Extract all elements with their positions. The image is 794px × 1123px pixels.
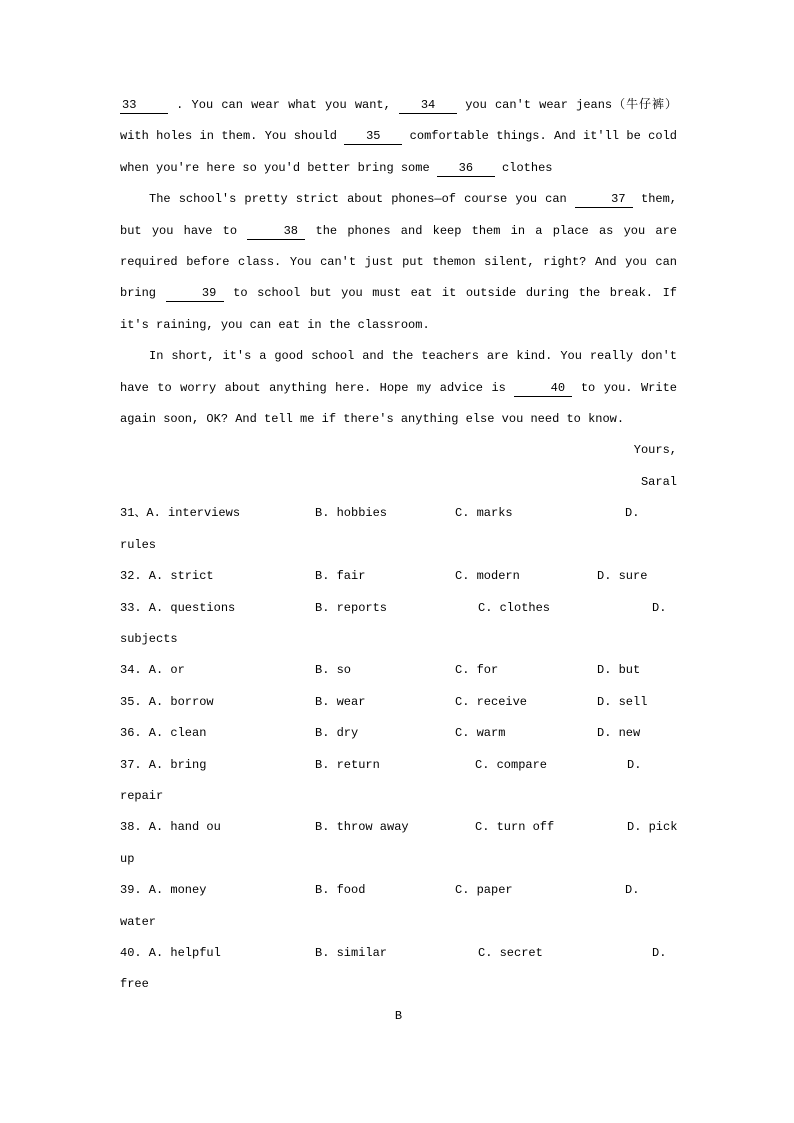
option-cell: B. reports xyxy=(315,600,388,615)
option-cell: C. receive xyxy=(455,694,528,709)
option-row xyxy=(120,938,677,969)
option-cell: B. wear xyxy=(315,694,366,709)
option-row xyxy=(120,875,677,906)
signature-text: Saral xyxy=(640,474,677,489)
option-row xyxy=(120,593,677,624)
option-cell: 31、A. interviews xyxy=(120,506,241,521)
blank-38: 38 xyxy=(247,224,305,240)
section-marker xyxy=(120,1001,677,1032)
option-cell: C. warm xyxy=(455,726,506,741)
option-continuation: free xyxy=(120,977,149,992)
option-cell: B. throw away xyxy=(315,820,409,835)
options-list xyxy=(120,498,677,1001)
option-continuation: rules xyxy=(120,537,157,552)
option-cell: D. xyxy=(652,600,667,615)
page-content xyxy=(120,90,677,1032)
option-cell: D. new xyxy=(597,726,641,741)
option-cell: D. pick xyxy=(627,820,678,835)
option-row xyxy=(120,687,677,718)
option-cell: 39. A. money xyxy=(120,883,207,898)
option-cell: C. marks xyxy=(455,506,513,521)
option-cell: B. return xyxy=(315,757,380,772)
option-cell: C. for xyxy=(455,663,499,678)
option-continuation: subjects xyxy=(120,631,178,646)
option-cell: 34. A. or xyxy=(120,663,185,678)
paragraph: In short, it's a good school and the teachers are kind. You really don't have to worry about anything here. Hope my advice is 40 to you. Write again soon, OK? And tell me if there's anything else vou need to know. xyxy=(120,349,677,427)
letter-body xyxy=(120,90,677,435)
option-cell: B. so xyxy=(315,663,352,678)
section-marker-text: B xyxy=(394,1008,403,1023)
option-continuation: water xyxy=(120,914,157,929)
option-cell: D. but xyxy=(597,663,641,678)
option-continuation: repair xyxy=(120,788,164,803)
signature-line xyxy=(120,467,677,498)
option-cell: B. dry xyxy=(315,726,359,741)
blank-39: 39 xyxy=(166,286,224,302)
option-cell: D. sell xyxy=(597,694,648,709)
option-cell: D. xyxy=(652,945,667,960)
option-cell: B. similar xyxy=(315,945,388,960)
blank-35: 35 xyxy=(344,129,402,145)
option-cell: B. hobbies xyxy=(315,506,388,521)
option-row xyxy=(120,718,677,749)
option-cell: 32. A. strict xyxy=(120,569,214,584)
option-row xyxy=(120,812,677,843)
option-cell: D. xyxy=(627,757,642,772)
option-cell: D. xyxy=(625,506,640,521)
option-cell: C. clothes xyxy=(478,600,551,615)
blank-34: 34 xyxy=(399,98,457,114)
option-cell: 33. A. questions xyxy=(120,600,236,615)
blank-33: 33 xyxy=(120,98,168,114)
paragraph: 33 . You can wear what you want, 34 you can't wear jeans（牛仔裤）with holes in them. You should 35 comfortable things. And it'll be cold when you're here so you'd better bring some 36 clothes xyxy=(120,98,677,175)
option-cell: 40. A. helpful xyxy=(120,945,221,960)
option-cell: C. secret xyxy=(478,945,543,960)
option-cell: D. sure xyxy=(597,569,648,584)
option-cell: B. fair xyxy=(315,569,366,584)
option-cell: B. food xyxy=(315,883,366,898)
option-cell: C. turn off xyxy=(475,820,555,835)
option-cell: 37. A. bring xyxy=(120,757,207,772)
option-cell: C. modern xyxy=(455,569,520,584)
paragraph: The school's pretty strict about phones—of course you can 37 them, but you have to 38 the phones and keep them in a place as you are required before class. You can't just put themon silent, right? And you can bring 39 to school but you must eat it outside during the break. If it's raining, you can eat in the classroom. xyxy=(120,192,677,332)
option-cell: 36. A. clean xyxy=(120,726,207,741)
option-cell: C. paper xyxy=(455,883,513,898)
option-row xyxy=(120,655,677,686)
option-row xyxy=(120,750,677,781)
option-cell: 38. A. hand ou xyxy=(120,820,221,835)
closing-text: Yours, xyxy=(633,443,677,458)
option-cell: D. xyxy=(625,883,640,898)
option-row xyxy=(120,498,677,529)
option-cell: 35. A. borrow xyxy=(120,694,214,709)
blank-37: 37 xyxy=(575,192,633,208)
option-row xyxy=(120,561,677,592)
option-continuation: up xyxy=(120,851,135,866)
blank-36: 36 xyxy=(437,161,495,177)
option-cell: C. compare xyxy=(475,757,548,772)
blank-40: 40 xyxy=(514,381,572,397)
closing-line xyxy=(120,435,677,466)
